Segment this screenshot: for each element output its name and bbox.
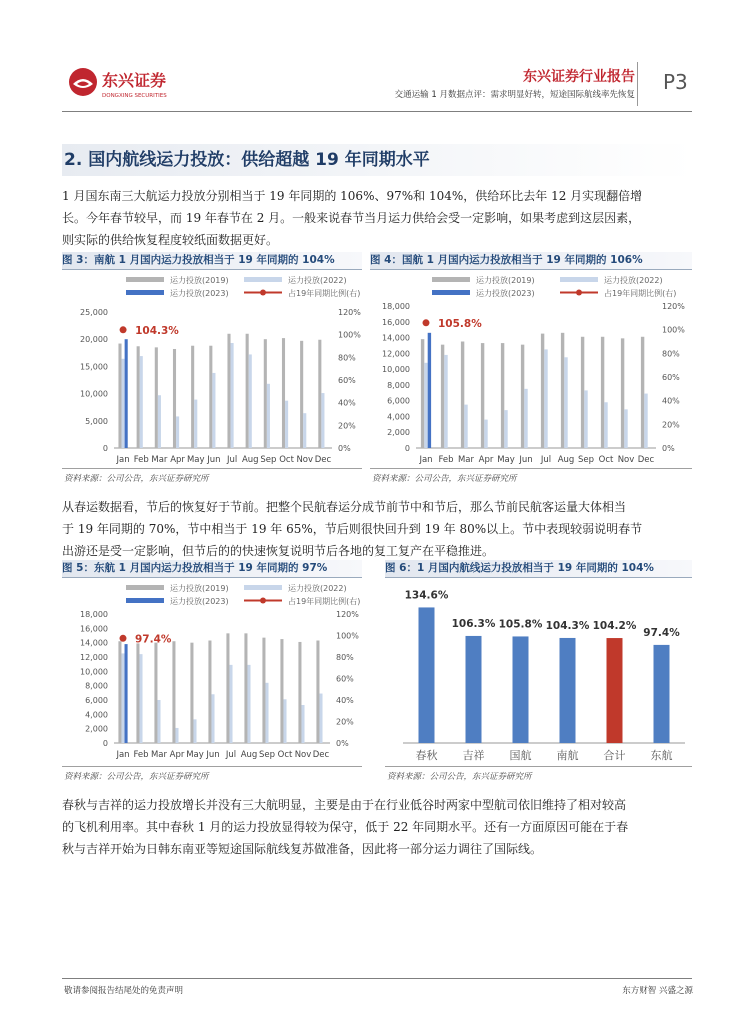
y2-tick-label: 20% [338, 421, 356, 431]
y2-tick-label: 40% [338, 398, 356, 408]
paragraph-line: 于 19 年同期的 70%，节中相当于 19 年 65%，节后则很快回升到 19 年 80%以上。节中表现较弱说明春节 [62, 522, 643, 536]
y-tick-label: 6,000 [387, 396, 410, 406]
x-tick-label: 东航 [650, 749, 673, 762]
fig6-chart [385, 578, 692, 764]
x-tick-label: Dec [314, 455, 332, 465]
y2-tick-label: 100% [336, 631, 359, 641]
y-tick-label: 18,000 [80, 610, 108, 619]
bar-2019 [282, 338, 285, 448]
legend-label: 运力投放(2019) [170, 584, 229, 593]
header-rule [62, 111, 692, 112]
brand-cn: 东兴证券 [102, 71, 167, 90]
bar-2019 [300, 341, 303, 448]
bar-2019 [280, 639, 283, 743]
y-tick-label: 10,000 [80, 667, 108, 677]
footer-rule [62, 978, 692, 979]
bar-2022 [157, 700, 160, 743]
bar-2022 [122, 359, 125, 448]
fig5-source: 资料来源：公司公告，东兴证券研究所 [64, 772, 209, 782]
y2-tick-label: 80% [336, 653, 354, 662]
bar-2022 [504, 410, 507, 448]
x-tick-label: 国航 [509, 749, 532, 762]
bar-2019 [581, 337, 584, 448]
bar-2019 [227, 334, 230, 448]
x-tick-label: Aug [241, 455, 259, 465]
legend-marker [576, 290, 582, 296]
data-label: 105.8% [498, 618, 543, 631]
x-tick-label: Jan [419, 455, 433, 465]
bar-2022 [140, 356, 143, 448]
x-tick-label: Jan [116, 455, 130, 465]
ratio-label: 105.8% [438, 317, 482, 330]
legend-label: 运力投放(2022) [288, 276, 347, 285]
y-tick-label: 16,000 [80, 624, 108, 634]
legend-label: 运力投放(2019) [170, 276, 229, 285]
x-tick-label: Mar [457, 455, 475, 465]
header-divider [637, 62, 638, 106]
y-tick-label: 0 [404, 444, 410, 453]
bar-2019 [154, 643, 157, 743]
fig4-chart [370, 270, 692, 466]
bar-2019 [246, 334, 249, 448]
bar-2023 [428, 333, 431, 448]
bar-2022 [121, 653, 124, 743]
fig5-rule [62, 766, 362, 767]
data-label: 104.3% [545, 619, 590, 632]
bar-2019 [316, 641, 319, 743]
x-tick-label: Jul [540, 455, 552, 465]
legend-swatch [244, 585, 282, 590]
fig3-chart [62, 270, 367, 466]
legend-label: 运力投放(2022) [604, 276, 663, 285]
y2-tick-label: 40% [662, 396, 680, 406]
company-logo [66, 62, 178, 106]
bar-2019 [209, 346, 212, 448]
x-tick-label: Jan [116, 750, 130, 760]
bar-2022 [644, 394, 647, 448]
fig5-chart [62, 578, 367, 764]
bar-2019 [641, 337, 644, 448]
y2-tick-label: 0% [336, 739, 349, 748]
x-tick-label: Aug [557, 455, 575, 465]
fig3-rule [62, 468, 362, 469]
y2-tick-label: 120% [336, 610, 359, 619]
paragraph-line: 长。今年春节较早，而 19 年春节在 2 月。一般来说春节当月运力供给会受一定影响，如果考虑到这层因素， [62, 211, 641, 225]
paragraph-1 [62, 185, 692, 251]
y-tick-label: 15,000 [80, 362, 108, 372]
paragraph-line: 则实际的供给恢复程度较纸面数据更好。 [62, 233, 279, 247]
bar [419, 607, 435, 743]
x-tick-label: 南航 [556, 749, 579, 762]
bar-2019 [118, 344, 121, 448]
bar-2022 [249, 354, 252, 448]
x-tick-label: Nov [294, 750, 312, 760]
y-tick-label: 8,000 [85, 681, 108, 691]
bar-2022 [321, 393, 324, 448]
bar-2022 [211, 694, 214, 743]
bar-2022 [247, 665, 250, 743]
bar-2022 [624, 409, 627, 448]
bar-2022 [303, 413, 306, 448]
x-tick-label: Sep [258, 750, 276, 760]
bar-2019 [118, 641, 121, 743]
x-tick-label: Mar [150, 750, 168, 760]
legend-swatch [432, 277, 470, 282]
data-label: 104.2% [592, 620, 637, 633]
y2-tick-label: 60% [336, 674, 354, 684]
x-tick-label: Dec [312, 750, 330, 760]
bar-2022 [301, 705, 304, 743]
y-tick-label: 2,000 [387, 428, 410, 438]
x-tick-label: May [186, 455, 205, 465]
y2-tick-label: 20% [336, 717, 354, 727]
legend-swatch [126, 585, 164, 590]
paragraph-line: 出游还是受一定影响，但节后的的快速恢复说明节后各地的复工复产在平稳推进。 [62, 544, 495, 558]
paragraph-line: 1 月国东南三大航运力投放分别相当于 19 年同期的 106%、97%和 104%，供给环比去年 12 月实现翻倍增 [62, 189, 643, 203]
bar-2019 [264, 339, 267, 448]
y2-tick-label: 0% [662, 444, 675, 453]
report-subtitle: 交通运输 1 月数据点评：需求明显好转，短途国际航线率先恢复 [394, 90, 635, 100]
x-tick-label: Jul [226, 455, 238, 465]
legend-label: 占19年同期比例(右) [288, 289, 361, 298]
fig4-title: 图 4：国航 1 月国内运力投放相当于 19 年同期的 106% [370, 252, 692, 270]
fig6-source: 资料来源：公司公告，东兴证券研究所 [387, 772, 532, 782]
x-tick-label: 春秋 [415, 749, 438, 762]
y2-tick-label: 80% [338, 353, 356, 363]
bar-2022 [265, 683, 268, 743]
paragraph-line: 从春运数据看，节后的恢复好于节前。把整个民航春运分成节前节中和节后，那么节前民航客运量大体相当 [62, 500, 627, 514]
bar-2022 [444, 355, 447, 448]
bar-2022 [564, 357, 567, 448]
legend-swatch [244, 277, 282, 282]
x-tick-label: May [497, 455, 515, 465]
bar-2019 [190, 643, 193, 743]
brand-en: DONGXING SECURITIES [102, 93, 167, 99]
bar-2022 [267, 384, 270, 448]
x-tick-label: Aug [240, 750, 258, 760]
bar-2022 [424, 363, 427, 448]
y-tick-label: 4,000 [387, 412, 410, 422]
x-tick-label: Feb [133, 750, 149, 760]
legend-marker [260, 290, 266, 296]
bar [654, 645, 670, 743]
x-tick-label: Apr [169, 750, 185, 760]
y-tick-label: 2,000 [85, 724, 108, 734]
ratio-point [423, 319, 430, 326]
legend-label: 运力投放(2022) [288, 584, 347, 593]
x-tick-label: Apr [170, 455, 185, 465]
bar-2022 [464, 405, 467, 448]
x-tick-label: Sep [260, 455, 277, 465]
fig3-title: 图 3：南航 1 月国内运力投放相当于 19 年同期的 104% [62, 252, 362, 270]
legend-label: 占19年同期比例(右) [288, 597, 361, 606]
fig5-title: 图 5：东航 1 月国内运力投放相当于 19 年同期的 97% [62, 560, 362, 578]
bar-2019 [226, 633, 229, 743]
x-tick-label: Jun [206, 750, 220, 760]
x-tick-label: 合计 [603, 749, 626, 762]
bar-2022 [584, 390, 587, 448]
bar-2019 [561, 333, 564, 448]
bar-2019 [208, 641, 211, 743]
legend-label: 运力投放(2023) [476, 289, 535, 298]
bar-2022 [158, 395, 161, 448]
data-label: 106.3% [451, 617, 496, 630]
y-tick-label: 5,000 [85, 416, 108, 426]
x-tick-label: Apr [478, 455, 494, 465]
y-tick-label: 12,000 [382, 349, 410, 359]
ratio-point [120, 635, 127, 642]
x-tick-label: Feb [438, 455, 454, 465]
x-tick-label: Nov [617, 455, 635, 465]
y2-tick-label: 100% [338, 330, 361, 340]
x-tick-label: Dec [637, 455, 655, 465]
bar-2022 [212, 373, 215, 448]
bar-2022 [176, 416, 179, 448]
bar-2022 [229, 665, 232, 743]
legend-swatch [560, 277, 598, 282]
y2-tick-label: 0% [338, 444, 351, 453]
x-tick-label: May [186, 750, 204, 760]
y-tick-label: 16,000 [382, 317, 410, 327]
y-tick-label: 14,000 [80, 638, 108, 648]
y-tick-label: 4,000 [85, 710, 108, 720]
y-tick-label: 25,000 [80, 308, 108, 317]
paragraph-line: 的飞机利用率。其中春秋 1 月的运力投放显得较为保守，低于 22 年同期水平。还有一方面原因可能在于春 [62, 820, 629, 834]
y2-tick-label: 60% [662, 373, 680, 382]
bar-2022 [194, 400, 197, 448]
x-tick-label: 吉祥 [462, 749, 485, 762]
bar-2019 [621, 338, 624, 448]
bar [560, 638, 576, 743]
ratio-label: 104.3% [135, 324, 179, 337]
fig6-rule [385, 766, 692, 767]
bar-2019 [521, 345, 524, 448]
y2-tick-label: 60% [338, 376, 356, 385]
bar-2022 [139, 654, 142, 743]
y-tick-label: 20,000 [80, 335, 108, 345]
y-tick-label: 0 [102, 444, 108, 453]
bar-2019 [262, 638, 265, 743]
bar-2022 [285, 401, 288, 448]
legend-swatch [432, 290, 470, 295]
x-tick-label: Mar [151, 455, 168, 465]
page-number: P3 [663, 70, 688, 94]
legend-swatch [126, 598, 164, 603]
x-tick-label: Jun [519, 455, 533, 465]
y-tick-label: 14,000 [382, 333, 410, 343]
bar-2019 [136, 643, 139, 743]
x-tick-label: Nov [296, 455, 314, 465]
y2-tick-label: 120% [662, 302, 685, 311]
y2-tick-label: 80% [662, 349, 680, 359]
bar [466, 636, 482, 743]
data-label: 97.4% [643, 626, 680, 639]
bar-2022 [319, 694, 322, 743]
y-tick-label: 12,000 [80, 653, 108, 662]
bar-2019 [298, 642, 301, 743]
legend-swatch [126, 277, 164, 282]
bar-2019 [155, 347, 158, 448]
x-tick-label: Oct [279, 455, 294, 465]
footer-slogan: 东方财智 兴盛之源 [622, 986, 693, 996]
x-tick-label: Feb [133, 455, 149, 465]
paragraph-line: 春秋与吉祥的运力投放增长并没有三大航明显，主要是由于在行业低谷时两家中型航司依旧维持了相对较高 [62, 798, 627, 812]
bar-2019 [481, 343, 484, 448]
report-type: 东兴证券行业报告 [523, 69, 635, 85]
bar-2022 [544, 349, 547, 448]
bar [607, 638, 623, 743]
legend-swatch [126, 290, 164, 295]
y-tick-label: 0 [102, 739, 108, 748]
bar-2023 [125, 339, 128, 448]
paragraph-2 [62, 496, 692, 562]
bar-2019 [461, 342, 464, 449]
y2-tick-label: 100% [662, 325, 685, 335]
paragraph-line: 秋与吉祥开始为日韩东南亚等短途国际航线复苏做准备，因此将一部分运力调往了国际线。 [62, 842, 543, 856]
y-tick-label: 18,000 [382, 302, 410, 311]
footer-disclaimer-link[interactable]: 敬请参阅报告结尾处的免责声明 [64, 986, 184, 996]
ratio-label: 97.4% [135, 633, 172, 646]
y-tick-label: 10,000 [80, 389, 108, 399]
x-tick-label: Sep [577, 455, 595, 465]
bar-2019 [541, 334, 544, 448]
logo-graphic [66, 62, 178, 106]
legend-label: 运力投放(2023) [170, 597, 229, 606]
x-tick-label: Oct [598, 455, 614, 465]
x-tick-label: Jul [225, 750, 237, 760]
data-label: 134.6% [404, 589, 449, 602]
legend-label: 运力投放(2023) [170, 289, 229, 298]
bar-2022 [231, 343, 234, 448]
bar-2019 [172, 641, 175, 743]
paragraph-3 [62, 794, 692, 860]
bar-2019 [173, 349, 176, 448]
bar-2022 [484, 420, 487, 448]
y2-tick-label: 40% [336, 696, 354, 705]
bar-2022 [175, 728, 178, 743]
ratio-point [120, 326, 127, 333]
fig3-source: 资料来源：公司公告，东兴证券研究所 [64, 474, 209, 484]
bar-2019 [501, 343, 504, 448]
bar-2023 [125, 644, 128, 743]
bar-2019 [318, 340, 321, 448]
bar-2022 [604, 402, 607, 448]
legend-label: 运力投放(2019) [476, 276, 535, 285]
x-tick-label: Oct [277, 750, 293, 760]
bar-2019 [441, 345, 444, 448]
bar-2019 [191, 346, 194, 448]
y-tick-label: 10,000 [382, 365, 410, 375]
bar-2022 [524, 389, 527, 448]
x-tick-label: Jun [207, 455, 221, 465]
bar-2022 [193, 719, 196, 743]
y2-tick-label: 120% [338, 308, 361, 317]
fig4-rule [370, 468, 692, 469]
bar-2022 [283, 699, 286, 743]
legend-marker [260, 598, 266, 604]
fig6-title: 图 6：1 月国内航线运力投放相当于 19 年同期的 104% [385, 560, 692, 578]
bar-2019 [244, 633, 247, 743]
bar-2019 [421, 339, 424, 448]
bar-2019 [601, 337, 604, 448]
y-tick-label: 8,000 [387, 380, 410, 390]
bar [513, 636, 529, 743]
legend-label: 占19年同期比例(右) [604, 289, 677, 298]
section-title: 2. 国内航线运力投放：供给超越 19 年同期水平 [62, 144, 694, 176]
bar-2019 [137, 346, 140, 448]
y2-tick-label: 20% [662, 420, 680, 430]
fig4-source: 资料来源：公司公告，东兴证券研究所 [372, 474, 517, 484]
y-tick-label: 6,000 [85, 696, 108, 705]
